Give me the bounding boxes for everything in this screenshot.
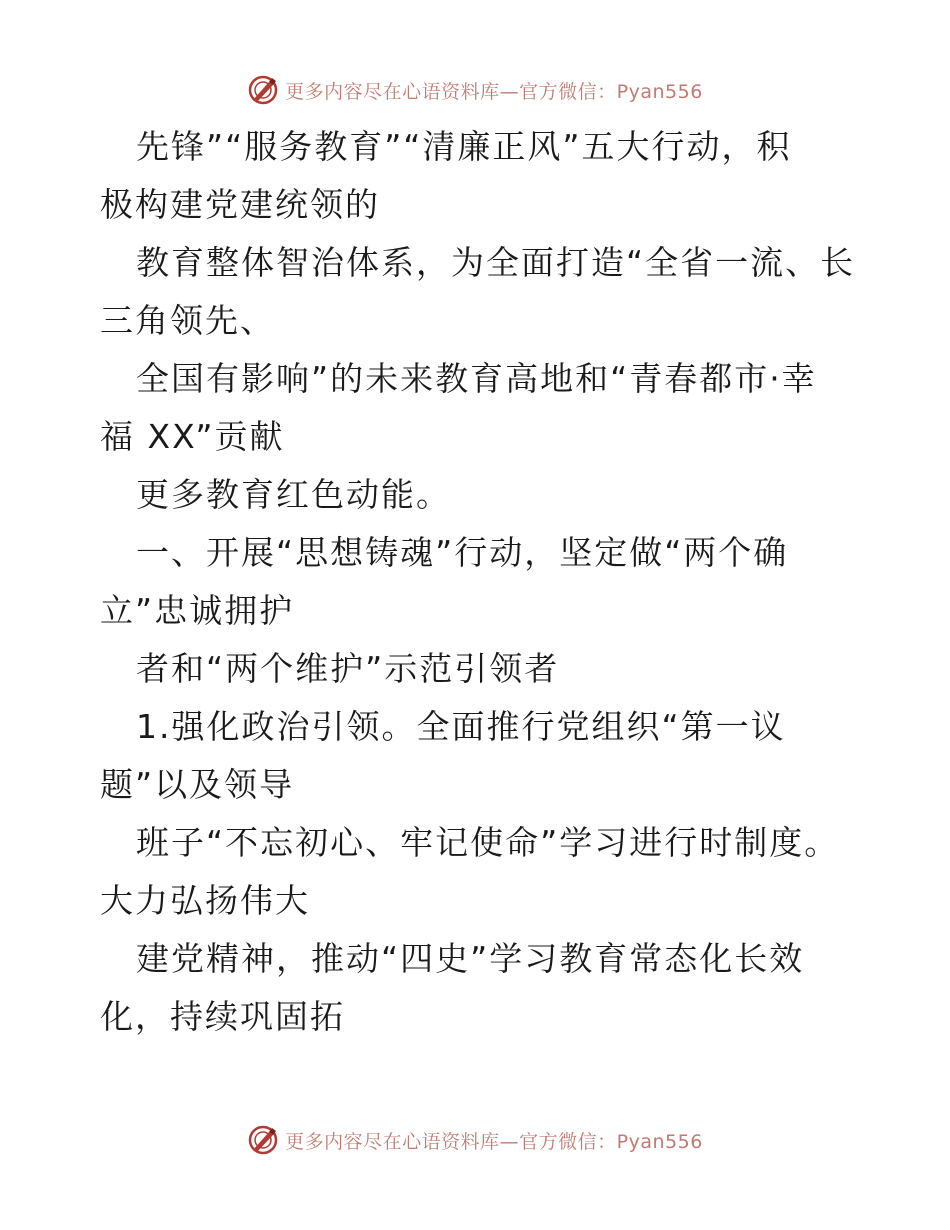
body-line: 立”忠诚拥护 [100,591,295,630]
body-line: 福 XX”贡献 [100,417,285,456]
body-line: 全国有影响”的未来教育高地和“青春都市·幸 [136,359,817,398]
body-line: 教育整体智治体系，为全面打造“全省一流、长 [136,243,856,282]
body-line: 班子“不忘初心、牢记使命”学习进行时制度。 [136,823,840,862]
body-line: 先锋”“服务教育”“清廉正风”五大行动，积 [136,127,792,166]
section-heading: 一、开展“思想铸魂”行动，坚定做“两个确 [136,533,789,572]
body-line: 者和“两个维护”示范引领者 [136,649,560,688]
subsection-heading: 1.强化政治引领。全面推行党组织“第一议 [136,707,786,746]
body-line: 化，持续巩固拓 [100,997,345,1036]
body-line: 极构建党建统领的 [100,185,380,224]
body-line: 三角领先、 [100,301,275,340]
body-line: 建党精神，推动“四史”学习教育常态化长效 [136,939,805,978]
pen-seal-logo-icon [247,1124,279,1156]
document-body [100,118,860,1046]
footer-banner-text: 更多内容尽在心语资料库—官方微信：Pyan556 [285,1130,703,1153]
body-line: 大力弘扬伟大 [100,881,310,920]
footer-watermark-banner [0,1120,950,1160]
body-line: 更多教育红色动能。 [136,475,451,514]
header-banner-text: 更多内容尽在心语资料库—官方微信：Pyan556 [285,80,703,103]
header-watermark-banner [0,70,950,110]
body-line: 题”以及领导 [100,765,295,804]
pen-seal-logo-icon [247,74,279,106]
